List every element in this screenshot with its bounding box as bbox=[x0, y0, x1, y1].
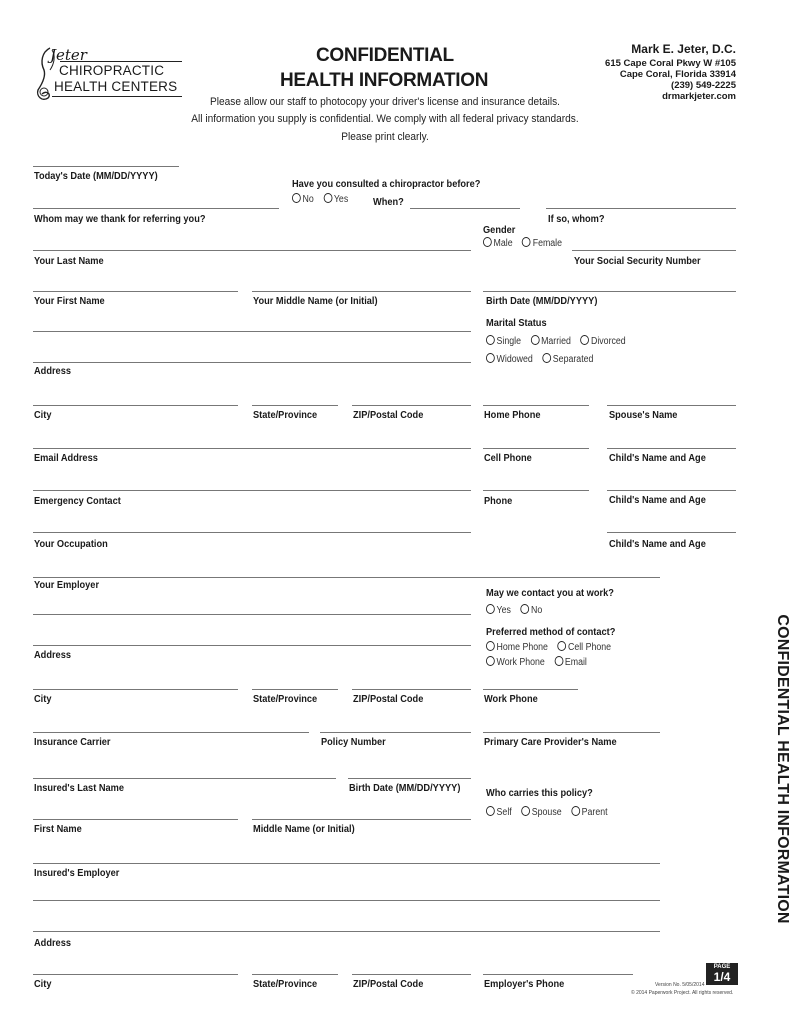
preferred-work-phone-radio[interactable] bbox=[486, 656, 495, 666]
emp-zip-label: ZIP/Postal Code bbox=[353, 693, 424, 705]
when-field[interactable] bbox=[410, 208, 520, 209]
spouse-field[interactable] bbox=[607, 405, 736, 406]
ins-address-field-2[interactable] bbox=[33, 931, 660, 932]
referral-field[interactable] bbox=[33, 208, 279, 209]
child1-field[interactable] bbox=[607, 448, 736, 449]
phone-label: Phone bbox=[484, 495, 513, 507]
marital-label: Marital Status bbox=[486, 317, 547, 329]
clinic-web: drmarkjeter.com bbox=[662, 91, 736, 102]
zip-field[interactable] bbox=[352, 405, 471, 406]
ins-city-label: City bbox=[34, 978, 52, 990]
state-label: State/Province bbox=[253, 409, 318, 421]
emp-zip-field[interactable] bbox=[352, 689, 471, 690]
marital-divorced-radio[interactable] bbox=[580, 335, 589, 345]
page-label: PAGE bbox=[713, 964, 731, 970]
emp-state-field[interactable] bbox=[252, 689, 338, 690]
insured-last-field[interactable] bbox=[33, 778, 336, 779]
clinic-street: 615 Cape Coral Pkwy W #105 bbox=[605, 58, 736, 69]
policy-field[interactable] bbox=[320, 732, 471, 733]
occupation-field[interactable] bbox=[33, 532, 471, 533]
employer-rule bbox=[33, 577, 660, 578]
emergency-label: Emergency Contact bbox=[34, 495, 121, 507]
email-label: Email Address bbox=[34, 452, 98, 464]
city-field[interactable] bbox=[33, 405, 238, 406]
emp-address-field[interactable] bbox=[33, 645, 471, 646]
insured-birth-field[interactable] bbox=[348, 778, 471, 779]
marital-married-radio[interactable] bbox=[531, 335, 540, 345]
ins-state-label: State/Province bbox=[253, 978, 318, 990]
occupation-label: Your Occupation bbox=[34, 538, 108, 550]
employer-field[interactable] bbox=[33, 614, 471, 615]
preferred-cell-phone-radio[interactable] bbox=[557, 641, 566, 651]
intro-line3: Please print clearly. bbox=[341, 131, 429, 143]
cell-phone-field[interactable] bbox=[483, 448, 589, 449]
ins-zip-label: ZIP/Postal Code bbox=[353, 978, 424, 990]
marital-single-radio[interactable] bbox=[486, 335, 495, 345]
address-field-2[interactable] bbox=[33, 362, 471, 363]
intro-line1: Please allow our staff to photocopy your driver's license and insurance details. bbox=[210, 96, 560, 108]
gender-female-radio[interactable] bbox=[522, 237, 531, 247]
intro-line2: All information you supply is confidential. We comply with all federal privacy standards. bbox=[191, 113, 579, 125]
insured-birth-label: Birth Date (MM/DD/YYYY) bbox=[349, 782, 461, 794]
state-field[interactable] bbox=[252, 405, 338, 406]
marital-options-row2: Widowed Separated bbox=[486, 353, 593, 365]
last-name-field[interactable] bbox=[33, 250, 471, 251]
todays-date-label: Today's Date (MM/DD/YYYY) bbox=[34, 170, 158, 182]
first-name-field[interactable] bbox=[33, 291, 238, 292]
carries-label: Who carries this policy? bbox=[486, 787, 593, 799]
gender-options: Male Female bbox=[483, 237, 562, 249]
address-label: Address bbox=[34, 365, 71, 377]
emp-phone-label: Employer's Phone bbox=[484, 978, 565, 990]
last-name-label: Your Last Name bbox=[34, 255, 104, 267]
marital-widowed-radio[interactable] bbox=[486, 353, 495, 363]
version-text: Version No. 5/05/2014 bbox=[655, 982, 705, 988]
if-so-label: If so, whom? bbox=[548, 213, 605, 225]
emp-city-label: City bbox=[34, 693, 52, 705]
child3-field[interactable] bbox=[607, 532, 736, 533]
form-title-line1: CONFIDENTIAL bbox=[316, 45, 454, 66]
logo-line2: HEALTH CENTERS bbox=[54, 79, 178, 94]
ins-address-label: Address bbox=[34, 937, 71, 949]
phone-field[interactable] bbox=[483, 490, 589, 491]
logo-script: Jeter bbox=[50, 46, 87, 64]
form-title-line2: HEALTH INFORMATION bbox=[280, 70, 489, 91]
clinic-city: Cape Coral, Florida 33914 bbox=[619, 69, 736, 80]
address-field-1[interactable] bbox=[33, 331, 471, 332]
marital-options-row1: Single Married Divorced bbox=[486, 335, 626, 347]
insurance-field[interactable] bbox=[33, 732, 309, 733]
emp-address-label: Address bbox=[34, 649, 71, 661]
ssn-label: Your Social Security Number bbox=[574, 255, 701, 267]
child2-field[interactable] bbox=[607, 490, 736, 491]
contact-work-yes-radio[interactable] bbox=[486, 604, 495, 614]
preferred-label: Preferred method of contact? bbox=[486, 626, 616, 638]
ins-first-field[interactable] bbox=[33, 819, 238, 820]
child2-label: Child's Name and Age bbox=[609, 494, 706, 506]
emp-city-field[interactable] bbox=[33, 689, 238, 690]
carries-options: Self Spouse Parent bbox=[486, 806, 608, 818]
contact-work-no-radio[interactable] bbox=[520, 604, 529, 614]
ins-city-field[interactable] bbox=[33, 974, 238, 975]
carries-parent-radio[interactable] bbox=[571, 806, 580, 816]
gender-label: Gender bbox=[483, 224, 516, 236]
ins-state-field[interactable] bbox=[252, 974, 338, 975]
ins-first-label: First Name bbox=[34, 823, 82, 835]
middle-name-label: Your Middle Name (or Initial) bbox=[253, 295, 378, 307]
clinic-phone: (239) 549-2225 bbox=[671, 80, 736, 91]
preferred-options-row2: Work Phone Email bbox=[486, 656, 587, 668]
preferred-home-phone-radio[interactable] bbox=[486, 641, 495, 651]
logo-rule-top bbox=[60, 61, 182, 62]
emergency-field[interactable] bbox=[33, 490, 471, 491]
work-phone-field[interactable] bbox=[483, 689, 578, 690]
ins-middle-field[interactable] bbox=[252, 819, 471, 820]
insured-last-label: Insured's Last Name bbox=[34, 782, 125, 794]
emp-phone-field[interactable] bbox=[483, 974, 633, 975]
ins-zip-field[interactable] bbox=[352, 974, 471, 975]
marital-separated-radio[interactable] bbox=[542, 353, 551, 363]
birth-date-label: Birth Date (MM/DD/YYYY) bbox=[486, 295, 598, 307]
when-label: When? bbox=[373, 196, 404, 208]
emp-state-label: State/Province bbox=[253, 693, 318, 705]
doctor-name: Mark E. Jeter, D.C. bbox=[631, 42, 736, 56]
middle-name-field[interactable] bbox=[252, 291, 471, 292]
city-label: City bbox=[34, 409, 52, 421]
birth-date-field[interactable] bbox=[483, 291, 736, 292]
consulted-no-radio[interactable] bbox=[292, 193, 301, 203]
copyright-text: © 2014 Paperwork Project. All rights reserved. bbox=[631, 990, 734, 996]
ssn-field[interactable] bbox=[572, 250, 736, 251]
consulted-options: No Yes bbox=[292, 193, 348, 205]
page-number: 1/4 bbox=[713, 970, 731, 984]
policy-label: Policy Number bbox=[321, 736, 386, 748]
pcp-field[interactable] bbox=[483, 732, 660, 733]
child3-label: Child's Name and Age bbox=[609, 538, 706, 550]
child1-label: Child's Name and Age bbox=[609, 452, 706, 464]
zip-label: ZIP/Postal Code bbox=[353, 409, 424, 421]
home-phone-field[interactable] bbox=[483, 405, 589, 406]
todays-date-field[interactable] bbox=[33, 166, 179, 167]
insurance-label: Insurance Carrier bbox=[34, 736, 111, 748]
if-so-field[interactable] bbox=[546, 208, 736, 209]
logo-line1: CHIROPRACTIC bbox=[59, 63, 165, 78]
carries-spouse-radio[interactable] bbox=[521, 806, 530, 816]
consulted-yes-radio[interactable] bbox=[323, 193, 332, 203]
email-field[interactable] bbox=[33, 448, 471, 449]
gender-male-radio[interactable] bbox=[483, 237, 492, 247]
ins-middle-label: Middle Name (or Initial) bbox=[253, 823, 355, 835]
insured-employer-label: Insured's Employer bbox=[34, 867, 120, 879]
cell-phone-label: Cell Phone bbox=[484, 452, 532, 464]
preferred-options-row1: Home Phone Cell Phone bbox=[486, 641, 611, 653]
preferred-email-radio[interactable] bbox=[554, 656, 563, 666]
side-title: CONFIDENTIAL HEALTH INFORMATION bbox=[774, 614, 791, 924]
home-phone-label: Home Phone bbox=[484, 409, 541, 421]
employer-label: Your Employer bbox=[34, 579, 100, 591]
insured-employer-field[interactable] bbox=[33, 863, 660, 864]
contact-work-label: May we contact you at work? bbox=[486, 587, 614, 599]
ins-address-field-1[interactable] bbox=[33, 900, 660, 901]
pcp-label: Primary Care Provider's Name bbox=[484, 736, 617, 748]
carries-self-radio[interactable] bbox=[486, 806, 495, 816]
spouse-label: Spouse's Name bbox=[609, 409, 678, 421]
page-badge bbox=[706, 963, 738, 985]
contact-work-options: Yes No bbox=[486, 604, 542, 616]
consulted-label: Have you consulted a chiropractor before? bbox=[292, 178, 481, 190]
first-name-label: Your First Name bbox=[34, 295, 105, 307]
work-phone-label: Work Phone bbox=[484, 693, 538, 705]
referral-label: Whom may we thank for referring you? bbox=[34, 213, 206, 225]
